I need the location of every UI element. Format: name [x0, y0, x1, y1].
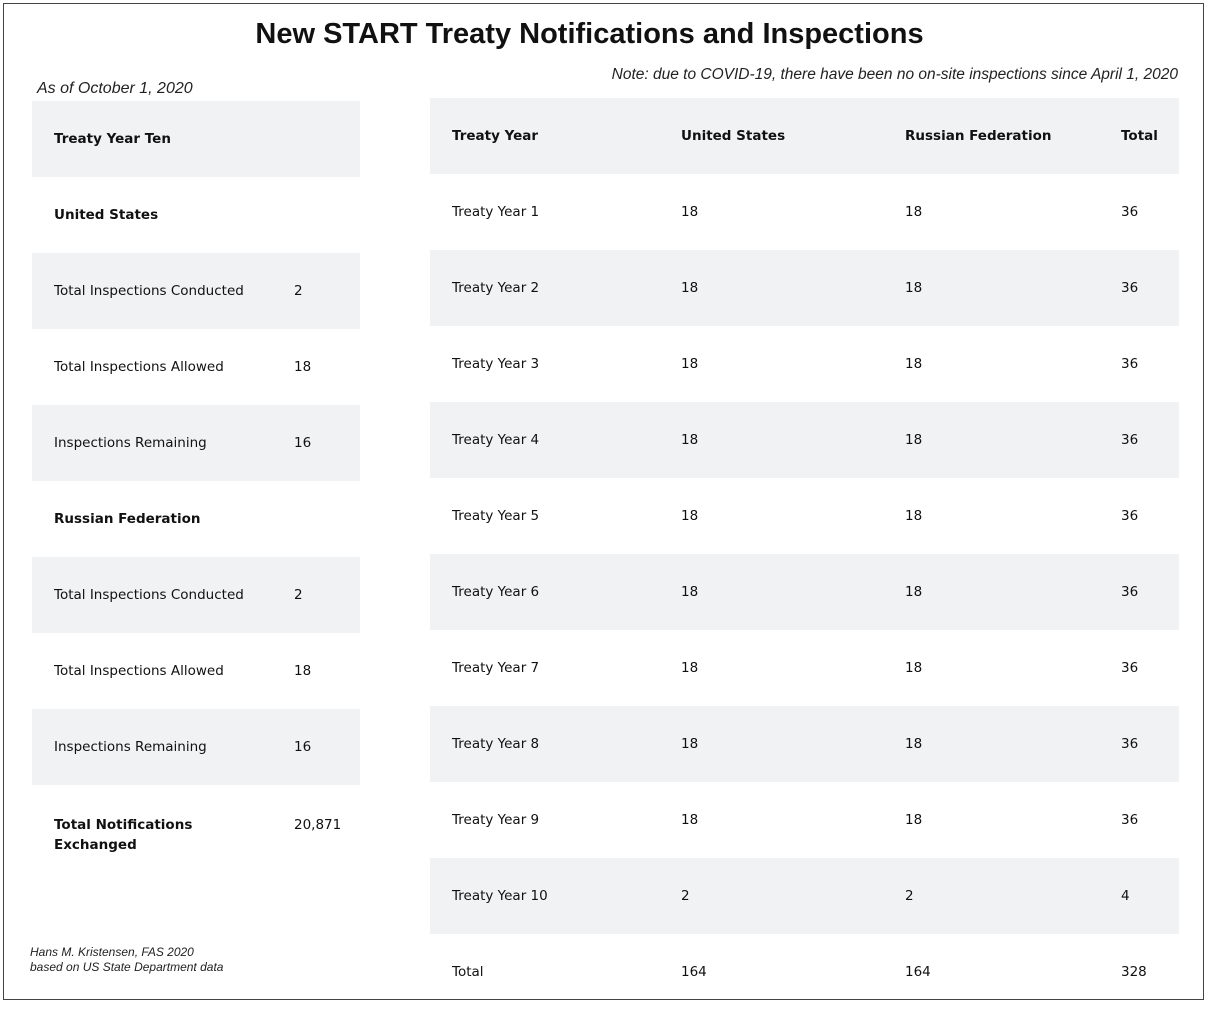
- table-row: [32, 633, 360, 709]
- cell-united-states: 18: [681, 356, 699, 372]
- cell-russian-federation: 2: [905, 888, 914, 904]
- table-row: [32, 557, 360, 633]
- cell-total: 36: [1121, 356, 1139, 372]
- column-header-treaty-year: Treaty Year: [452, 128, 539, 144]
- section-heading-row: [32, 177, 360, 253]
- cell-total: 36: [1121, 736, 1139, 752]
- table-row: [430, 782, 1179, 858]
- row-value: 2: [294, 587, 303, 603]
- table-row: [430, 554, 1179, 630]
- cell-russian-federation: 164: [905, 964, 931, 980]
- cell-united-states: 18: [681, 204, 699, 220]
- row-label: Total Inspections Conducted: [54, 283, 244, 299]
- cell-treaty-year: Treaty Year 7: [452, 660, 540, 676]
- cell-united-states: 18: [681, 584, 699, 600]
- cell-total: 328: [1121, 964, 1147, 980]
- cell-united-states: 18: [681, 280, 699, 296]
- table-row: [430, 706, 1179, 782]
- cell-treaty-year: Treaty Year 2: [452, 280, 540, 296]
- covid-note: Note: due to COVID-19, there have been no on-site inspections since April 1, 2020: [611, 66, 1178, 83]
- cell-russian-federation: 18: [905, 812, 923, 828]
- cell-total: 36: [1121, 584, 1139, 600]
- notifications-label: Total Notifications Exchanged: [54, 817, 193, 853]
- cell-russian-federation: 18: [905, 280, 923, 296]
- table-header-row: [32, 101, 360, 177]
- cell-united-states: 164: [681, 964, 707, 980]
- row-label: Inspections Remaining: [54, 739, 207, 755]
- cell-total: 4: [1121, 888, 1130, 904]
- cell-treaty-year: Treaty Year 1: [452, 204, 540, 220]
- cell-treaty-year: Treaty Year 9: [452, 812, 540, 828]
- table-row: [430, 326, 1179, 402]
- row-label: Total Inspections Allowed: [54, 359, 224, 375]
- section-heading-row: [32, 481, 360, 557]
- cell-russian-federation: 18: [905, 584, 923, 600]
- cell-total: 36: [1121, 660, 1139, 676]
- cell-total: 36: [1121, 812, 1139, 828]
- cell-russian-federation: 18: [905, 432, 923, 448]
- table-row: [430, 478, 1179, 554]
- row-value: 2: [294, 283, 303, 299]
- row-value: 16: [294, 435, 312, 451]
- table-row: [32, 253, 360, 329]
- credit-author: Hans M. Kristensen, FAS 2020: [30, 945, 194, 959]
- row-label: Inspections Remaining: [54, 435, 207, 451]
- cell-russian-federation: 18: [905, 508, 923, 524]
- column-header-russian-federation: Russian Federation: [905, 128, 1052, 144]
- table-row: [430, 858, 1179, 934]
- table-row: [32, 329, 360, 405]
- cell-united-states: 18: [681, 736, 699, 752]
- notifications-row: [32, 785, 360, 861]
- cell-united-states: 18: [681, 660, 699, 676]
- cell-united-states: 18: [681, 812, 699, 828]
- cell-treaty-year: Treaty Year 6: [452, 584, 540, 600]
- cell-russian-federation: 18: [905, 660, 923, 676]
- cell-treaty-year: Treaty Year 8: [452, 736, 540, 752]
- cell-united-states: 18: [681, 508, 699, 524]
- page-title: New START Treaty Notifications and Inspections: [255, 18, 924, 50]
- table-row: [32, 709, 360, 785]
- cell-russian-federation: 18: [905, 736, 923, 752]
- cell-treaty-year: Treaty Year 3: [452, 356, 540, 372]
- cell-russian-federation: 18: [905, 356, 923, 372]
- cell-treaty-year: Total: [452, 964, 484, 980]
- cell-united-states: 2: [681, 888, 690, 904]
- table-row: [430, 402, 1179, 478]
- cell-united-states: 18: [681, 432, 699, 448]
- column-header-total: Total: [1121, 128, 1158, 144]
- source-credit: [30, 945, 223, 975]
- cell-treaty-year: Treaty Year 4: [452, 432, 540, 448]
- row-label: Total Inspections Allowed: [54, 663, 224, 679]
- section-heading-russian-federation: Russian Federation: [54, 511, 201, 527]
- column-header-united-states: United States: [681, 128, 786, 144]
- credit-source: based on US State Department data: [30, 960, 224, 974]
- table-header: Treaty Year Ten: [54, 131, 171, 147]
- cell-total: 36: [1121, 432, 1139, 448]
- cell-total: 36: [1121, 508, 1139, 524]
- table-row: [430, 630, 1179, 706]
- cell-treaty-year: Treaty Year 10: [452, 888, 548, 904]
- row-value: 18: [294, 663, 312, 679]
- row-label: Total Inspections Conducted: [54, 587, 244, 603]
- total-row: [430, 934, 1179, 1000]
- table-row: [32, 405, 360, 481]
- table-row: [430, 250, 1179, 326]
- row-value: 18: [294, 359, 312, 375]
- cell-russian-federation: 18: [905, 204, 923, 220]
- cell-total: 36: [1121, 280, 1139, 296]
- cell-treaty-year: Treaty Year 5: [452, 508, 540, 524]
- cell-total: 36: [1121, 204, 1139, 220]
- notifications-value: 20,871: [294, 817, 342, 833]
- as-of-date: As of October 1, 2020: [37, 80, 193, 97]
- section-heading-united-states: United States: [54, 207, 159, 223]
- table-row: [430, 174, 1179, 250]
- row-value: 16: [294, 739, 312, 755]
- table-header-row: [430, 98, 1179, 174]
